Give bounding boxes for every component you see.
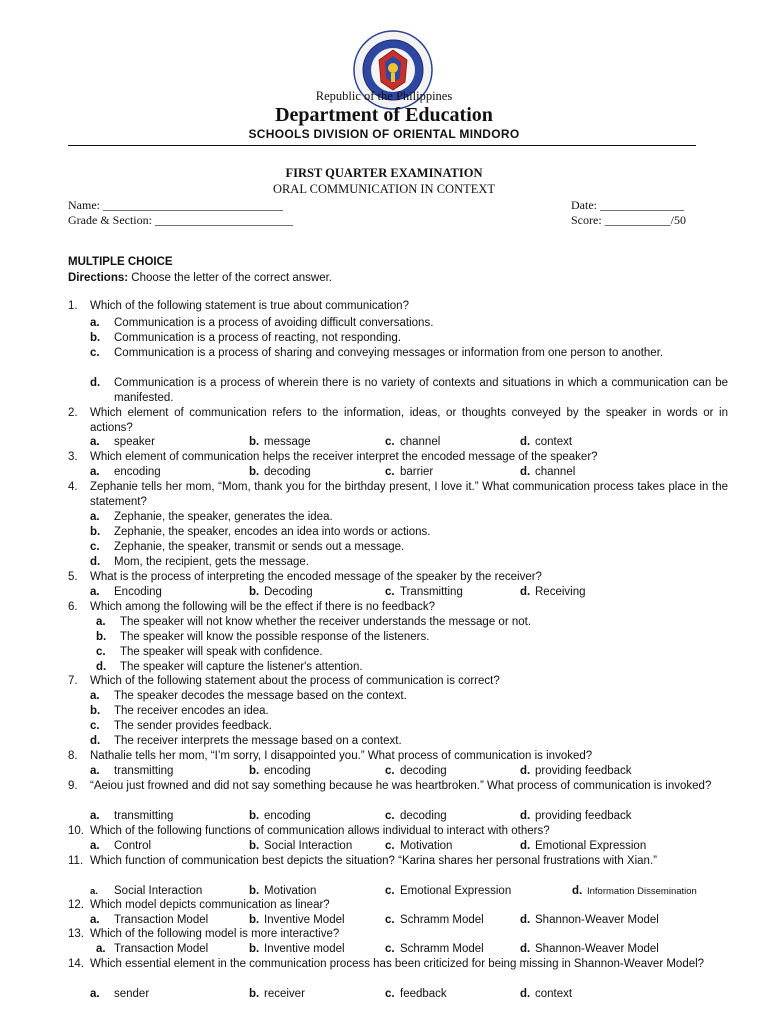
option-13d[interactable]: d. Shannon-Weaver Model xyxy=(520,943,659,955)
option-3b[interactable]: b. decoding xyxy=(249,466,311,478)
option-7a[interactable]: a. The speaker decodes the message based on the context. xyxy=(90,690,407,702)
option-12a[interactable]: a. Transaction Model xyxy=(90,914,209,926)
option-12c[interactable]: c. Schramm Model xyxy=(385,914,484,926)
option-6b[interactable]: b. The speaker will know the possible response of the listeners. xyxy=(96,631,430,643)
option-8b[interactable]: b. encoding xyxy=(249,765,311,777)
option-1a[interactable]: a. Communication is a process of avoiding difficult conversations. xyxy=(90,317,434,329)
option-1d[interactable]: d. Communication is a process of wherein there is no variety of contexts and situations in which a communication can be manifested. xyxy=(90,377,728,404)
option-14d[interactable]: d. context xyxy=(520,988,573,1000)
option-10b[interactable]: b. Social Interaction xyxy=(249,840,353,852)
option-5a[interactable]: a. Encoding xyxy=(90,586,162,598)
directions-label: Directions: xyxy=(68,272,129,284)
option-11c[interactable]: c. Emotional Expression xyxy=(385,885,512,897)
option-3d[interactable]: d. channel xyxy=(520,466,576,478)
option-13a[interactable]: a. Transaction Model xyxy=(96,943,209,955)
option-5b[interactable]: b. Decoding xyxy=(249,586,313,598)
department-title: Department of Education xyxy=(275,104,493,126)
directions xyxy=(68,272,332,284)
option-4d[interactable]: d. Mom, the recipient, gets the message. xyxy=(90,556,309,568)
option-1c[interactable]: c. Communication is a process of sharing and conveying messages or information from one person to another. xyxy=(90,347,664,359)
exam-title: FIRST QUARTER EXAMINATION xyxy=(285,166,483,180)
option-14b[interactable]: b. receiver xyxy=(249,988,305,1000)
option-12d[interactable]: d. Shannon-Weaver Model xyxy=(520,914,659,926)
option-14a[interactable]: a. sender xyxy=(90,988,150,1000)
option-12b[interactable]: b. Inventive Model xyxy=(249,914,345,926)
option-13b[interactable]: b. Inventive model xyxy=(249,943,345,955)
option-11a[interactable]: a. Social Interaction xyxy=(90,885,203,897)
option-4b[interactable]: b. Zephanie, the speaker, encodes an idea into words or actions. xyxy=(90,526,431,538)
option-11d[interactable]: d. Information Dissemination xyxy=(572,885,697,897)
option-5d[interactable]: d. Receiving xyxy=(520,586,586,598)
option-6a[interactable]: a. The speaker will not know whether the receiver understands the message or not. xyxy=(96,616,532,628)
option-3a[interactable]: a. encoding xyxy=(90,466,161,478)
option-9c[interactable]: c. decoding xyxy=(385,810,447,822)
option-13c[interactable]: c. Schramm Model xyxy=(385,943,484,955)
option-3c[interactable]: c. barrier xyxy=(385,466,434,478)
option-2d[interactable]: d. context xyxy=(520,436,573,448)
option-9a[interactable]: a. transmitting xyxy=(90,810,174,822)
option-7c[interactable]: c. The sender provides feedback. xyxy=(90,720,272,732)
name-field[interactable]: Name: ______________________________ xyxy=(68,198,283,212)
option-6c[interactable]: c. The speaker will speak with confidence. xyxy=(96,646,323,658)
option-4c[interactable]: c. Zephanie, the speaker, transmit or sends out a message. xyxy=(90,541,405,553)
republic-text: Republic of the Philippines xyxy=(315,89,453,103)
option-14c[interactable]: c. feedback xyxy=(385,988,447,1000)
option-6d[interactable]: d. The speaker will capture the listener's attention. xyxy=(96,661,363,673)
header-divider xyxy=(68,145,696,146)
option-7b[interactable]: b. The receiver encodes an idea. xyxy=(90,705,269,717)
grade-section-field[interactable]: Grade & Section: _______________________ xyxy=(68,213,293,227)
option-9b[interactable]: b. encoding xyxy=(249,810,311,822)
option-8d[interactable]: d. providing feedback xyxy=(520,765,632,777)
option-7d[interactable]: d. The receiver interprets the message based on a context. xyxy=(90,735,402,747)
score-field[interactable]: Score: ___________/50 xyxy=(571,213,686,227)
date-field[interactable]: Date: ______________ xyxy=(571,198,684,212)
option-10d[interactable]: d. Emotional Expression xyxy=(520,840,647,852)
directions-text: Choose the letter of the correct answer. xyxy=(131,272,332,284)
section-title: MULTIPLE CHOICE xyxy=(68,256,173,268)
option-2c[interactable]: c. channel xyxy=(385,436,441,448)
subject-title: ORAL COMMUNICATION IN CONTEXT xyxy=(272,182,496,196)
option-8c[interactable]: c. decoding xyxy=(385,765,447,777)
question-text: Which of the following statement is true about communication? xyxy=(90,300,409,312)
option-8a[interactable]: a. transmitting xyxy=(90,765,174,777)
option-4a[interactable]: a. Zephanie, the speaker, generates the idea. xyxy=(90,511,333,523)
division-title: SCHOOLS DIVISION OF ORIENTAL MINDORO xyxy=(248,127,520,141)
option-10c[interactable]: c. Motivation xyxy=(385,840,453,852)
option-2b[interactable]: b. message xyxy=(249,436,311,448)
option-2a[interactable]: a. speaker xyxy=(90,436,155,448)
question-number: 1. xyxy=(68,300,78,312)
option-10a[interactable]: a. Control xyxy=(90,840,152,852)
option-11b[interactable]: b. Motivation xyxy=(249,885,317,897)
option-9d[interactable]: d. providing feedback xyxy=(520,810,632,822)
option-5c[interactable]: c. Transmitting xyxy=(385,586,463,598)
option-1b[interactable]: b. Communication is a process of reacting, not responding. xyxy=(90,332,402,344)
